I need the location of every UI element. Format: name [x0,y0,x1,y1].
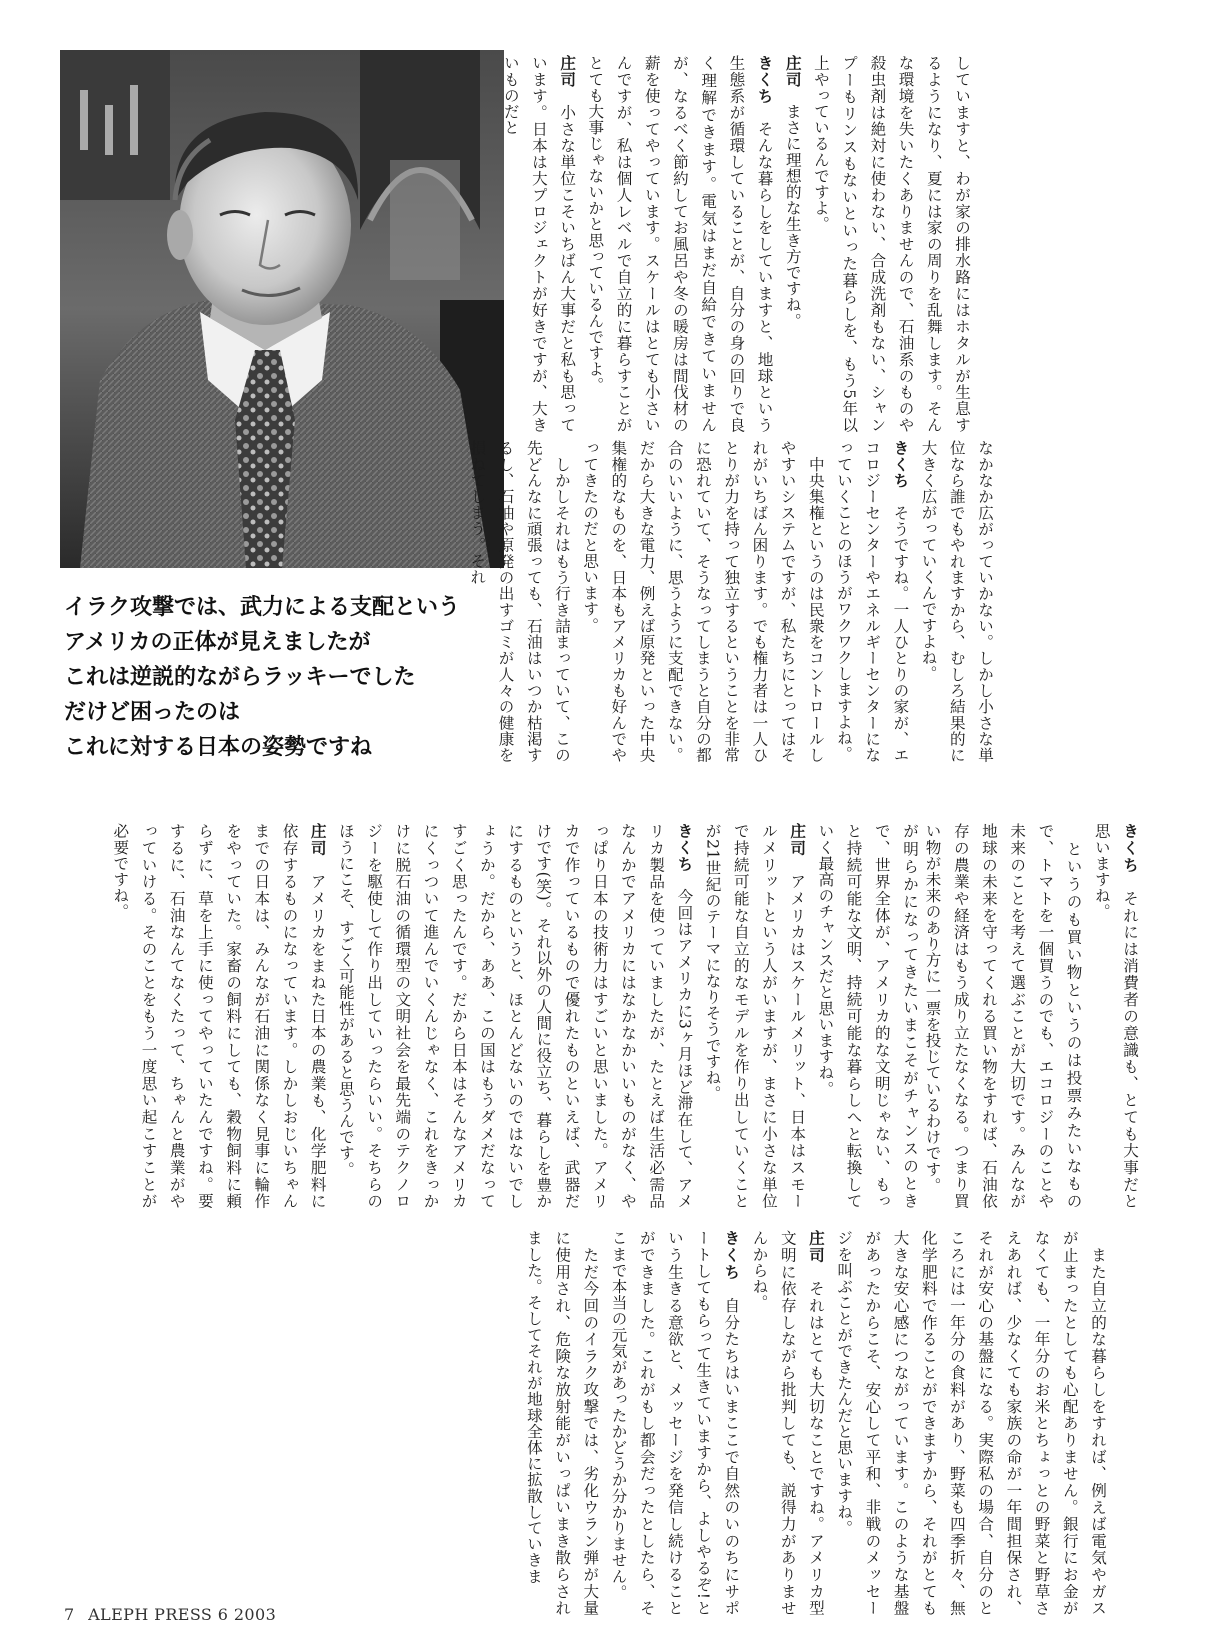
speaker-label: きくち [675,823,694,872]
paragraph-text: 小さな単位こそいちばん大事だと私も思っています。日本は大プロジェクトが好きですが、大きいものだと [501,55,577,433]
speaker-label: 庄司 [788,823,807,857]
page-number: 7 [64,1605,75,1624]
page-footer [64,1605,276,1624]
speaker-label: きくち [891,440,910,489]
speaker-label: 庄司 [806,1230,825,1264]
paragraph-text: なかなか広がっていかない。しかし小さな単位なら誰でもやれますから、むしろ結果的に大きく広がっていくんですよね。 [919,440,994,763]
caption-line: アメリカの正体が見えましたが [64,630,371,655]
paragraph-text: していますと、わが家の排水路にはホタルが生息するようになり、夏には家の周りを乱舞します。そんな環境を失いたくありませんので、石油系のものや殺虫剤は絶対に使わない、合成洗剤もない、シャンプーもリンスもないといった暮らしを、もう5年以上やっているんですよ。 [811,55,971,433]
paragraph-text: アメリカをまねた日本の農業も、化学肥料に依存するものになっています。しかしおじいちゃんまでの日本は、みんなが石油に関係なく見事に輪作をやっていた。家畜の飼料にしても、穀物飼料に頼らずに、草を上手に使ってやっていたんですね。要するに、石油なんてなくたって、ちゃんと農業がやっていける。そのことをもう一度思い起こすことが必要ですね。 [111,823,327,1210]
paragraph-text: それには消費者の意識も、とても大事だと思いますね。 [1092,823,1139,1209]
paragraph [497,55,582,433]
caption-line: これに対する日本の姿勢ですね [64,735,373,760]
paragraph [830,440,915,763]
paragraph [698,823,811,1209]
speaker-label: きくち [755,55,774,105]
paragraph [581,55,778,433]
paragraph [520,1230,605,1616]
paragraph [576,440,830,763]
publication-name: ALEPH PRESS 6 2003 [88,1605,277,1624]
paragraph-text: それはとても大切なことですね。アメリカ型文明に依存しながら批判しても、説得力がありませんからね。 [750,1230,825,1617]
paragraph [830,1230,1112,1616]
article-column-top-right [476,55,976,433]
paragraph [463,440,576,763]
article-column-bottom [72,1230,1112,1616]
paragraph [1088,823,1144,1209]
paragraph-text: そんな暮らしをしていますと、地球という生態系が循環していることが、自分の身の回りで良く理解できます。電気はまだ自給できていませんが、なるべく節約してお風呂や冬の暖房は間伐材の薪を使ってやっています。スケールはとても小さいんですが、私は個人レベルで自立的に暮らすことがとても大事じゃないかと思っているんですよ。 [586,55,774,433]
paragraph-text: また自立的な暮らしをすれば、例えば電気やガスが止まったとしても心配ありません。銀行にお金がなくても、一年分のお米とちょっとの野菜と野草さえあれば、少なくても家族の命が一年間担保され、それが安心の基盤になる。実際私の場合、自分のところには一年分の食料があり、野菜も四季折々、無化学肥料で作ることができますから、それがとても大きな安心感につながっています。このような基盤があったからこそ、安心して平和、非戦のメッセージを叫ぶことができたんだと思いますね。 [835,1230,1107,1617]
paragraph-text: が明らかになってきたいまこそがチャンスのときで、世界全体が、アメリカ的な文明じゃない、もっと持続可能な文明、持続可能な暮らしへと転換していく最高のチャンスだと思いますね。 [816,823,919,1209]
paragraph [807,55,976,433]
paragraph-text: しかしそれはもう行き詰まっていて、この先どんなに頑張っても、石油はいつか枯渇するし、石油や原発の出すゴミが人々の健康を損ねてしまう。それ [468,440,571,763]
paragraph-text: 自分たちはいまここで自然のいのちにサポートしてもらって生きていますから、よしやるぞ!という生きる意欲と、メッセージを発信し続けることができました。これがもし都会だったとしたら、そこまで本当の元気があったかどうか分かりません。 [609,1230,741,1616]
caption-line: イラク攻撃では、武力による支配という [64,595,461,620]
speaker-label: きくち [722,1230,741,1281]
speaker-label: 庄司 [308,823,327,857]
speaker-label: 庄司 [558,55,577,88]
interview-photo [60,50,504,568]
paragraph [779,55,807,433]
paragraph [811,823,924,1209]
article-column-lower-left [84,823,924,1209]
paragraph [914,440,999,763]
paragraph [745,1230,830,1616]
caption-line: だけど困ったのは [64,700,241,725]
paragraph-text: 中央集権というのは民衆をコントロールしやすいシステムですが、私たちにとってはそれがいちばん困ります。でも権力者は一人ひとりが力を持って独立するということを非常に恐れていて、そうなってしまうと自分の都合のいいように、思うように支配できない。だから大きな電力、例えば原発といった中央集権的なものを、日本もアメリカも好んでやってきたのだと思います。 [581,440,825,763]
article-column-middle-right [468,440,999,763]
speaker-label: きくち [1121,823,1139,874]
caption-line: これは逆説的ながらラッキーでした [64,665,416,690]
paragraph [604,1230,745,1616]
paragraph [332,823,699,1209]
paragraph-text: というのも買い物というのは投票みたいなもので、トマトを一個買うのでも、エコロジーのことや未来のことを考えて選ぶことが大切です。みんなが地球の未来を守ってくれる買い物をすれば、石油依存の農業や経済はもう成り立たなくなる。つまり買い物が未来のあり方に一票を投じているわけです。 [923,823,1083,1209]
paragraph-text: ただ今回のイラク攻撃では、劣化ウラン弾が大量に使用され、危険な放射能がいっぱいまき散らされました。そしてそれが地球全体に拡散していきま [524,1230,600,1617]
paragraph [918,823,1087,1209]
paragraph-text: 今回はアメリカに3ヶ月ほど滞在して、アメリカ製品を使っていましたが、たとえば生活必需品なんかでアメリカにはなかなかいいものがなく、やっぱり日本の技術力はすごいと思いました。アメリカで作っているもので優れたものといえば、武器だけです(笑)。それ以外の人間に役立ち、暮らしを豊かにするものというと、ほとんどないのではないでしょうか。だから、ああ、この国はもうダメだなってすごく思ったんです。だから日本はそんなアメリカにくっついて進んでいくんじゃなく、これをきっかけに脱石油の循環型の文明社会を最先端のテクノロジーを駆使して作り出していったらいい。そちらのほうにこそ、すごく可能性があると思うんです。 [336,823,694,1210]
photo-caption [64,590,524,765]
paragraph-text: アメリカはスケールメリット、日本はスモールメリットという人がいますが、まさに小さな単位で持続可能な自立的なモデルを作り出していくことが21世紀のテーマになりそうですね。 [703,823,807,1210]
article-column-lower-right [916,823,1144,1209]
paragraph-text: そうですね。一人ひとりの家が、エコロジーセンターやエネルギーセンターになっていくことのほうがワクワクしますよね。 [834,440,910,763]
paragraph [106,823,332,1209]
paragraph-text: まさに理想的な生き方ですね。 [783,103,802,329]
speaker-label: 庄司 [783,55,802,88]
